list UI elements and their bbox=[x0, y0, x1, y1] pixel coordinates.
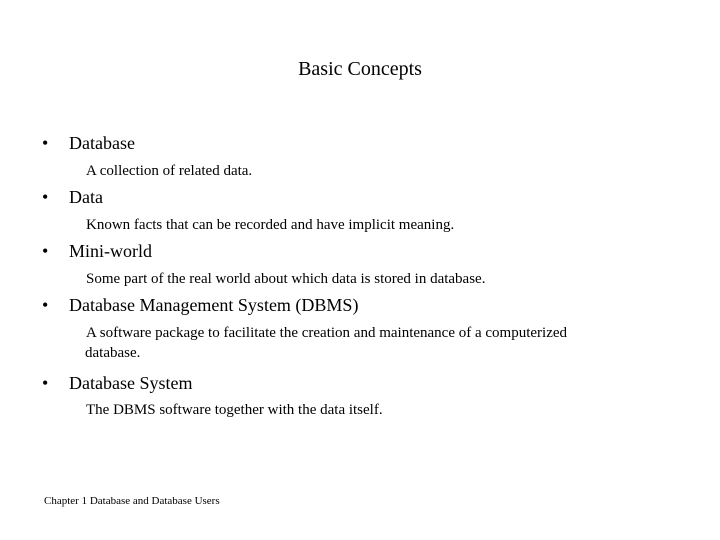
definition-database bbox=[86, 161, 686, 181]
bullet-icon: • bbox=[42, 295, 49, 315]
bullet-icon: • bbox=[42, 187, 49, 207]
term-label: Database Management System (DBMS) bbox=[69, 295, 359, 315]
term-label: Mini-world bbox=[69, 241, 152, 261]
bullet-icon: • bbox=[42, 241, 49, 261]
definition-dbms bbox=[86, 323, 686, 363]
term-label: Data bbox=[69, 187, 103, 207]
definition-line: The DBMS software together with the data itself. bbox=[86, 402, 383, 418]
slide-footer: Chapter 1 Database and Database Users bbox=[44, 495, 220, 507]
bullet-item-data bbox=[0, 185, 720, 209]
bullet-item-database-system bbox=[0, 371, 720, 395]
term-label: Database bbox=[69, 133, 135, 153]
definition-line: Some part of the real world about which data is stored in database. bbox=[86, 271, 486, 287]
term-label: Database System bbox=[69, 373, 193, 393]
definition-database-system bbox=[86, 400, 686, 420]
slide-title: Basic Concepts bbox=[298, 58, 422, 80]
definition-line: A collection of related data. bbox=[86, 163, 253, 179]
bullet-icon: • bbox=[42, 373, 49, 393]
bullet-item-dbms bbox=[0, 293, 720, 317]
bullet-item-database bbox=[0, 131, 720, 155]
bullet-item-mini-world bbox=[0, 239, 720, 263]
bullet-icon: • bbox=[42, 133, 49, 153]
definition-line: A software package to facilitate the creation and maintenance of a computerized bbox=[86, 325, 568, 341]
definition-line: database. bbox=[85, 345, 141, 361]
definition-mini-world bbox=[86, 269, 686, 289]
definition-data bbox=[86, 215, 686, 235]
definition-line: Known facts that can be recorded and have implicit meaning. bbox=[86, 217, 455, 233]
